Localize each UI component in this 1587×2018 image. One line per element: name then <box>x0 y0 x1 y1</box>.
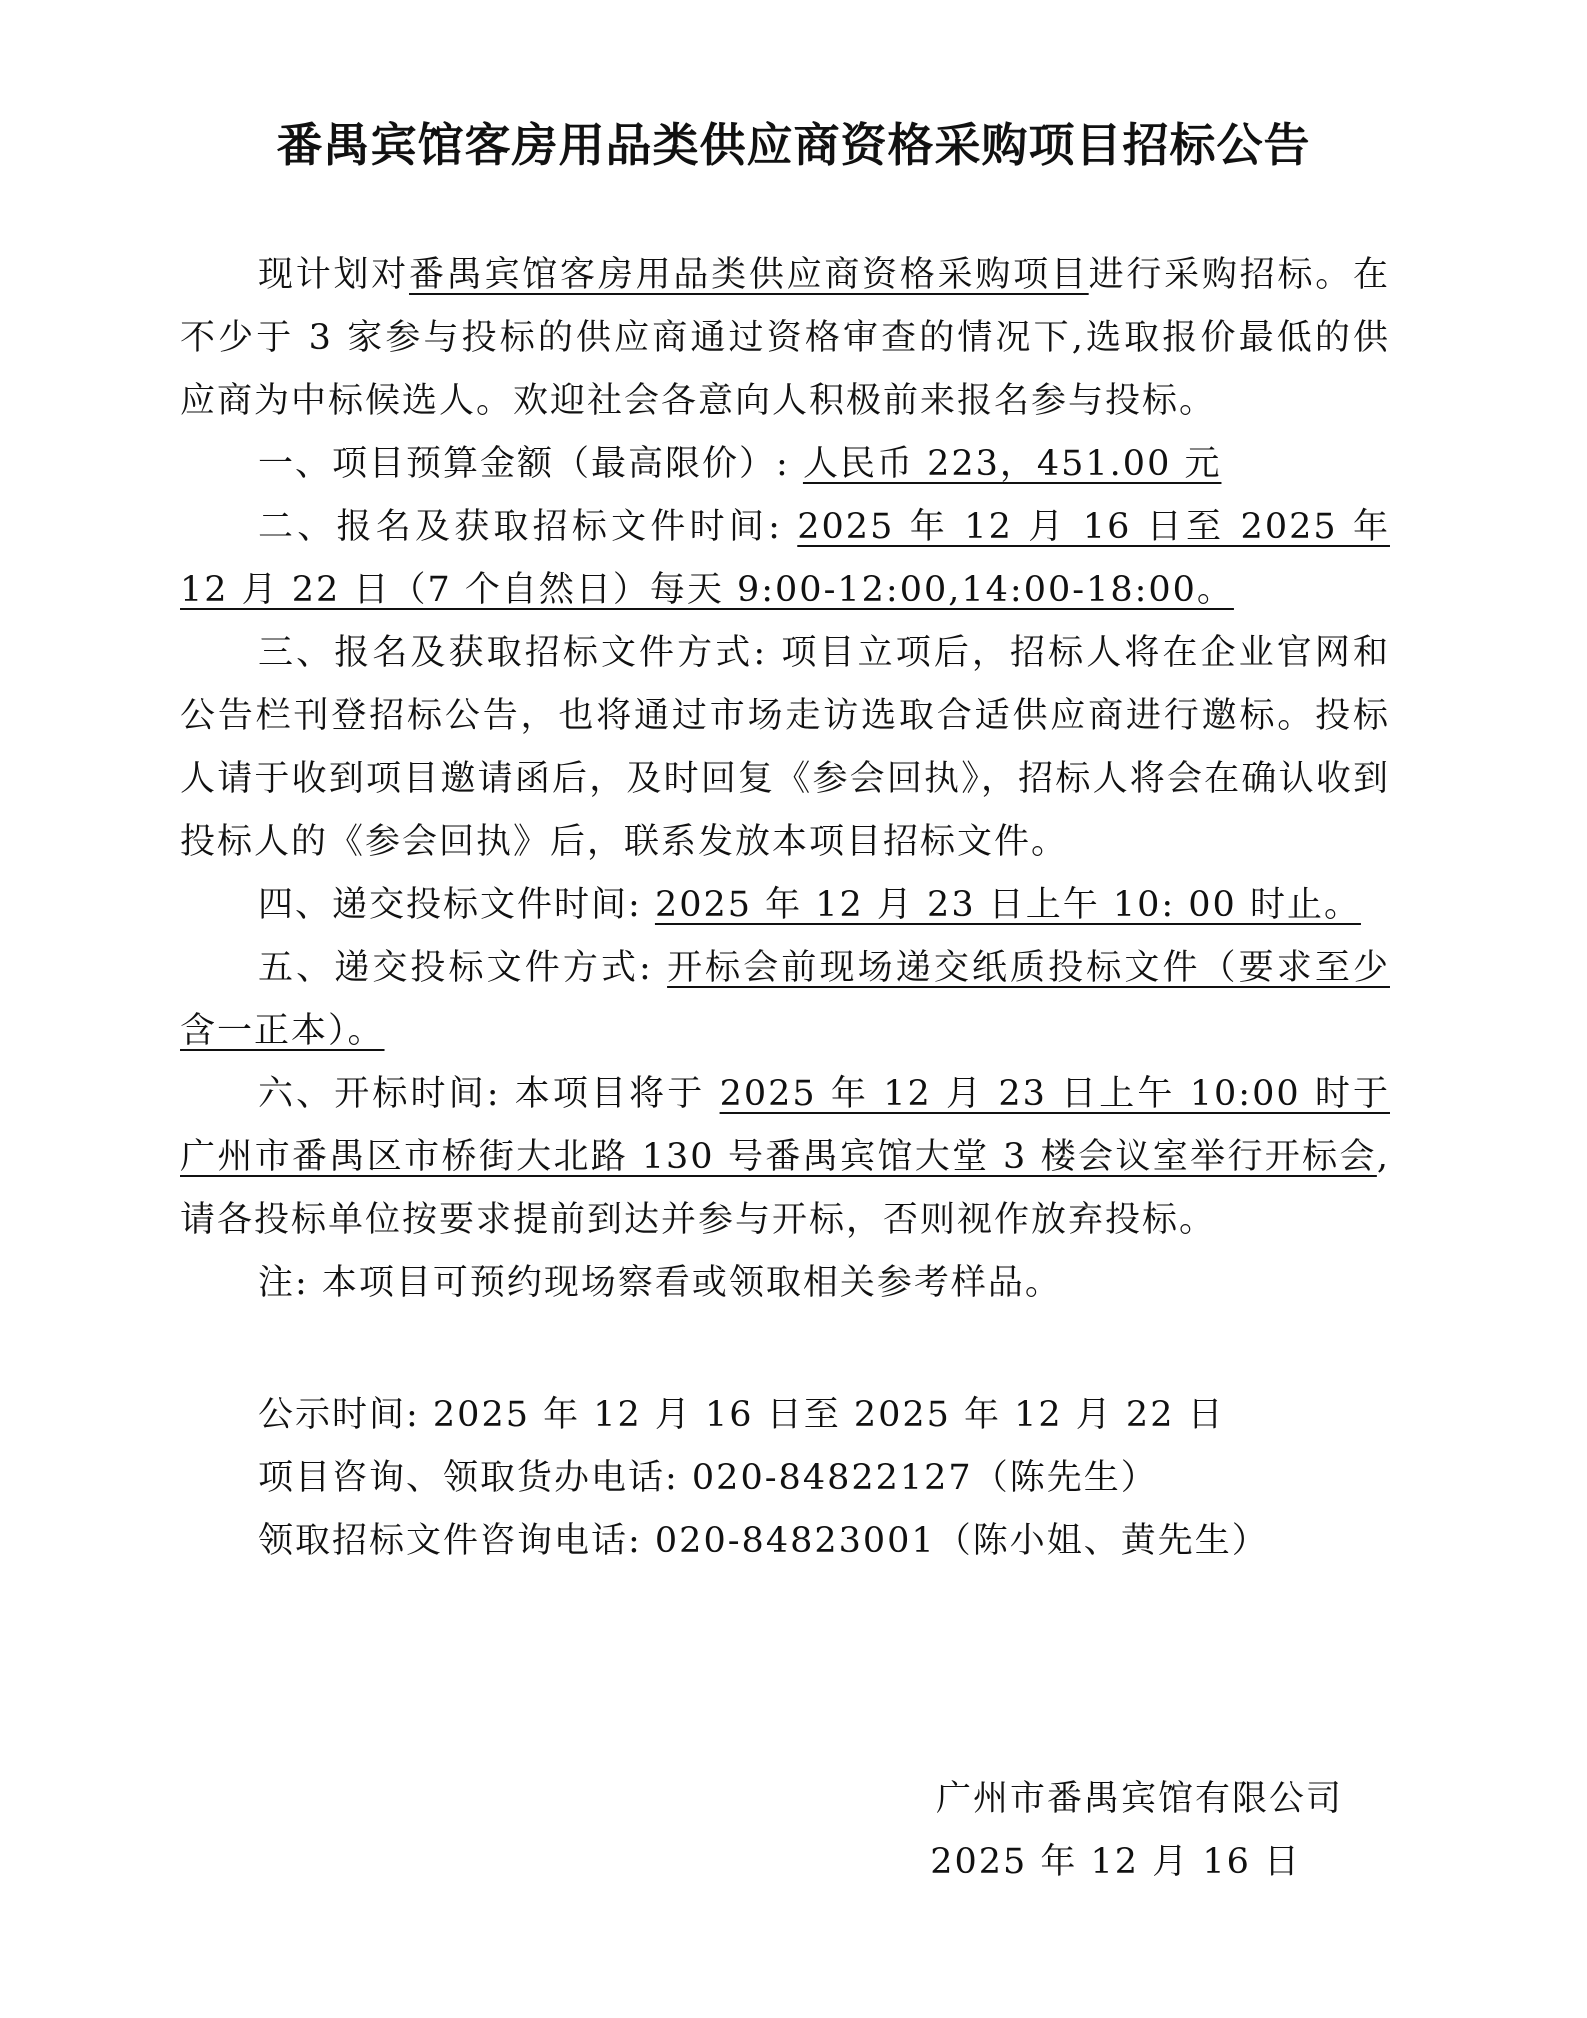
company-name: 广州市番禺宾馆有限公司 <box>935 1779 1343 1819</box>
item-value: 人民币 223，451.00 元 <box>802 444 1222 484</box>
item-submission-time <box>180 874 1390 937</box>
project-name: 番禺宾馆客房用品类供应商资格采购项目 <box>409 255 1089 295</box>
item-value: 开标会前现场递交纸质投标文件（要求至少含一正本）。 <box>180 948 1390 1051</box>
item-submission-method <box>180 937 1390 1063</box>
item-label: 五、递交投标文件方式: <box>258 948 653 988</box>
contact-block <box>258 1384 1358 1573</box>
document-body <box>180 244 1390 1315</box>
publicity-period: 公示时间: 2025 年 12 月 16 日至 2025 年 12 月 22 日 <box>258 1395 1225 1435</box>
note-paragraph: 注: 本项目可预约现场察看或领取相关参考样品。 <box>258 1263 1062 1303</box>
item-text: ,请各投标单位按要求提前到达并参与开标，否则视作放弃投标。 <box>180 1137 1390 1240</box>
intro-prefix: 现计划对 <box>258 255 410 295</box>
item-label: 四、递交投标文件时间: <box>258 885 642 925</box>
document-title: 番禺宾馆客房用品类供应商资格采购项目招标公告 <box>276 118 1311 172</box>
item-registration-time <box>180 496 1390 622</box>
item-label: 六、开标时间: 本项目将于 <box>258 1074 706 1114</box>
intro-suffix: 进行采购招标。在不少于 3 家参与投标的供应商通过资格审查的情况下,选取报价最低的供应商为中标候选人。欢迎社会各意向人积极前来报名参与投标。 <box>180 255 1390 421</box>
item-registration-method <box>180 622 1390 874</box>
item-label: 一、项目预算金额（最高限价）: <box>258 444 790 484</box>
signature-block <box>930 1768 1343 1894</box>
item-value: 2025 年 12 月 23 日上午 10:00 时于广州市番禺区市桥街大北路 130 号番禺宾馆大堂 3 楼会议室举行开标会 <box>180 1074 1390 1177</box>
signature-date: 2025 年 12 月 16 日 <box>930 1842 1301 1882</box>
consult-phone: 项目咨询、领取货办电话: 020-84822127（陈先生） <box>258 1458 1158 1498</box>
intro-paragraph <box>180 244 1390 433</box>
item-opening-time <box>180 1063 1390 1252</box>
item-value: 2025 年 12 月 16 日至 2025 年 12 月 22 日（7 个自然日）每天 9:00-12:00,14:00-18:00。 <box>180 507 1390 610</box>
item-text: 项目立项后，招标人将在企业官网和公告栏刊登招标公告，也将通过市场走访选取合适供应商进行邀标。投标人请于收到项目邀请函后，及时回复《参会回执》，招标人将会在确认收到投标人的《参会回执》后，联系发放本项目招标文件。 <box>180 633 1390 862</box>
item-budget <box>180 433 1390 496</box>
document-phone: 领取招标文件咨询电话: 020-84823001（陈小姐、黄先生） <box>258 1521 1269 1561</box>
item-value: 2025 年 12 月 23 日上午 10: 00 时止。 <box>654 885 1361 925</box>
item-label: 二、报名及获取招标文件时间: <box>258 507 782 547</box>
item-label: 三、报名及获取招标文件方式: <box>258 633 768 673</box>
